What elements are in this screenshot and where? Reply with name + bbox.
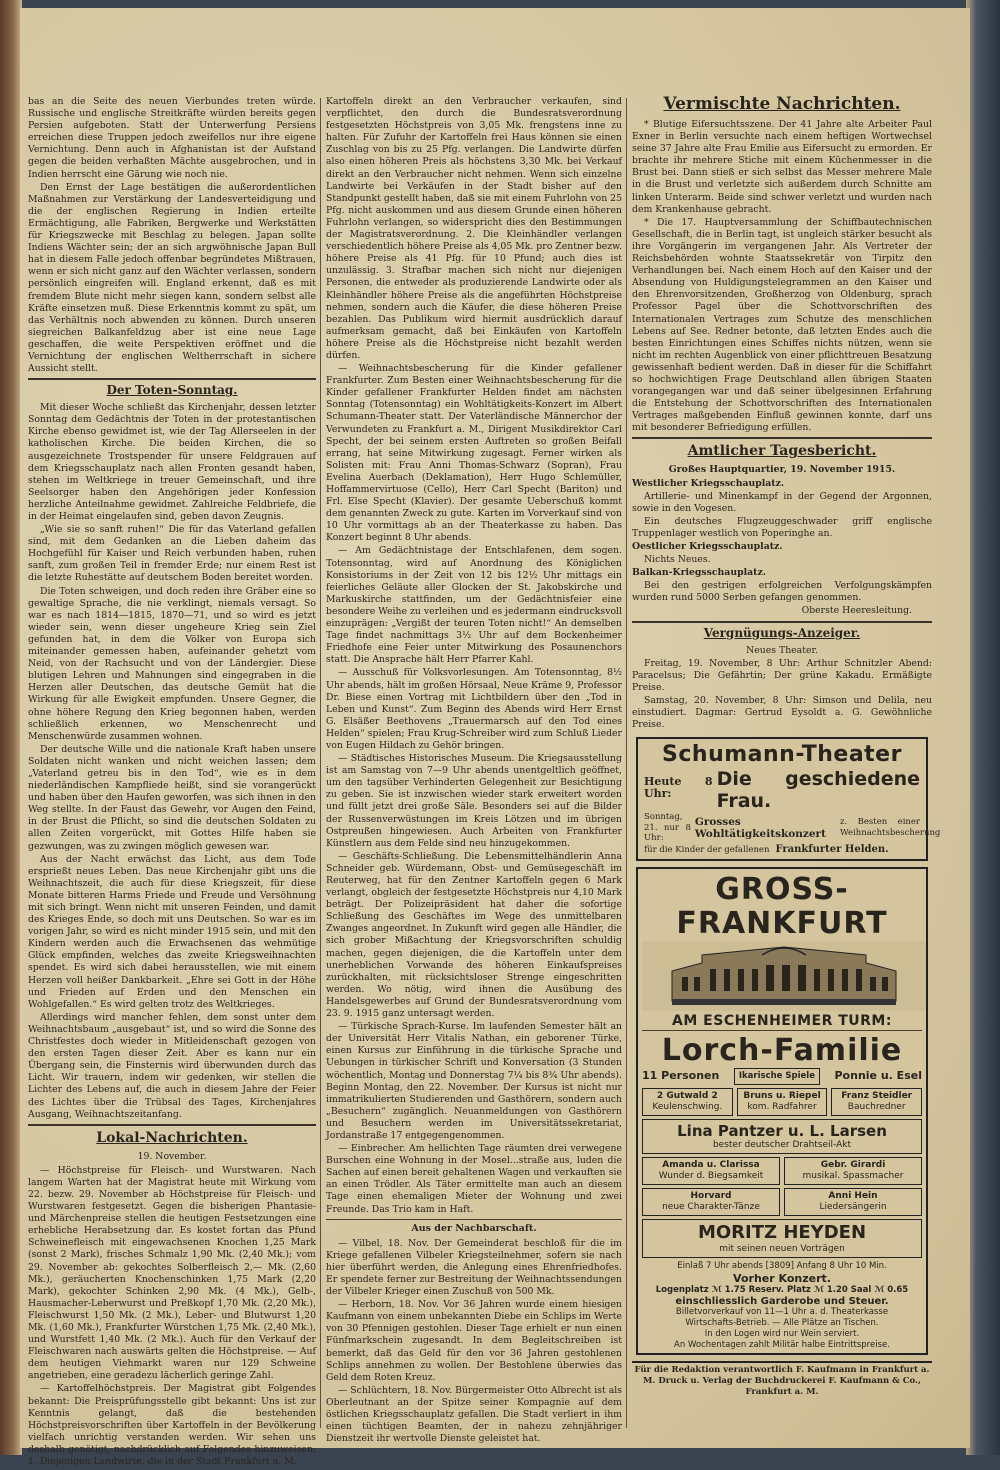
column-3 <box>632 90 941 1470</box>
article-paragraph: — Ausschuß für Volksvorlesungen. Am Totensonntag, 8½ Uhr abends, hält im großen Hörsaal, Neue Kräme 9, Professor Dr. Biese einen Vortrag mit Lichtbildern über den „Tod in Leben und Kunst“. Zum Beginn des Abends wird Herr Ernst G. Elsäßer Beethovens „Trauermarsch auf den Tod eines Helden“ spielen; Frau Krug-Schreiber wird zum Schluß Lieder von Eugen Hildach zu Gehör bringen. <box>326 667 622 751</box>
book-binding-right <box>966 0 1000 1455</box>
article-paragraph: — Am Gedächtnistage der Entschlafenen, dem sogen. Totensonntag, wird auf Anordnung des Königlichen Konsistoriums in der Zeit von 12 bis 12½ Uhr mittags ein feierliches Geläute aller Glocken der St. Jakobskirche und Markuskirche stattfinden, um der Gedächtnisfeier eine besondere Weihe zu verleihen und es jedermann eindrucksvoll einzuprägen: „Vergißt der teuren Toten nicht!“ An demselben Tage findet nachmittags 3½ Uhr auf dem Bockenheimer Friedhofe eine Feier unter Mitwirkung des Posaunenchors statt. Die Ansprache hält Herr Pfarrer Kahl. <box>326 545 622 666</box>
act-name: Franz Steidler <box>841 1091 913 1101</box>
theatre-west: Westlicher Kriegsschauplatz. <box>632 477 785 489</box>
article-paragraph: — Einbrecher. Am hellichten Tage räumten drei verwegene Burschen eine Wohnung in der Mosel...straße aus, luden die Sachen auf einen bereit gehaltenen Wagen und verkauften sie an einen Trödler. Als Täter ermittelte man auch an diesem Tage einen ehemaligen Mieter der Wohnung und zwei Freunde. Das Trio kam in Haft. <box>326 1143 622 1215</box>
divider <box>632 621 932 623</box>
article-paragraph: Aus der Nacht erwächst das Licht, aus dem Tode ersprießt neues Leben. Das neue Kirchenjahr gibt uns die Weihnachtszeit, die auch für diese Kriegszeit, für diese Monate bitteren Harms Friede und Freude und Versöhnung mit sich bringt. Wenn nicht mit unseren Feinden, und damit des Krieges Ende, so doch mit uns Deutschen. So war es im vorigen Jahr, so wird es nicht minder 1915 sein, und mit den Kindern werden auch die Erwachsenen das wehmütige Glück empfinden, welches das zweite Kriegsweihnachten spendet. Es wird sich dabei herausstellen, wie mit einem Herzen voll heißer Dankbarkeit. „Ehre sei Gott in der Höhe und Frieden auf Erden und den Menschen ein Wohlgefallen.“ Es wird gelten trotz des Weltkrieges. <box>28 853 316 1010</box>
act-desc: neue Charakter-Tänze <box>662 1202 760 1212</box>
ad-logen: In den Logen wird nur Wein serviert. <box>704 1329 860 1339</box>
acts-row <box>642 1088 922 1116</box>
article-paragraph: — Geschäfts-Schließung. Die Lebensmittelhändlerin Anna Schneider geb. Würdemann, Obst- und Gemüsegeschäft im Reuterweg, hat für den Zentner Kartoffeln gegen 6 Mark verlangt, obgleich der festgesetzte Höchstpreis nur 4,10 Mark beträgt. Der Polizeipräsident hat daher die sofortige Schließung des Geschäftes im Wege des unmittelbaren Zwanges angeordnet. In Zukunft wird gegen alle Händler, die sich grober Mißachtung der Kriegsvorschriften schuldig machen, gegen diejenigen, die die Kartoffeln unter dem unerheblichen Vorwande des höheren Einkaufspreises zurückhalten, mit rücksichtsloser Strenge eingeschritten werden. Wo nötig, wird ihnen die Ausübung des Handelsgewerbes auf Grund der Bundesratsverordnung vom 23. 9. 1915 ganz untersagt werden. <box>326 850 622 1020</box>
act-name: Gebr. Girardi <box>820 1160 886 1170</box>
article-paragraph: Kartoffeln direkt an den Verbraucher verkaufen, sind verpflichtet, den durch die Bundesratsverordnung festgesetzten Höchstpreis von 3,05 Mk. frengstens inne zu halten. Für Zufuhr der Kartoffeln frei Haus können sie einen Zuschlag von bis zu 25 Pfg. verlangen. Die Landwirte dürfen also einen höheren Preis als höchstens 3,30 Mk. bei Verkauf direkt an den Verbraucher nicht nehmen. Wenn sich einzelne Landwirte bei Verkäufen in der Stadt bisher auf den Standpunkt gestellt haben, daß sie mit einem Fuhrlohn von 25 Pfg. nicht auskommen und aus diesem Grunde einen höheren Fuhrlohn verlangen, so widerspricht dies den Bestimmungen der Magistratsverordnung. 2. Die Kleinhändler verlangen verschiedentlich höhere Preise als 4,05 Mk. pro Zentner bezw. höhere Preise als 41 Pfg. für 10 Pfund; auch dies ist unzulässig. 3. Strafbar machen sich nicht nur diejenigen Personen, die entweder als produzierende Landwirte oder als Kleinhändler höhere Preise als die angeführten Höchstpreise nehmen, sondern auch die Käufer, die diese höheren Preise bezahlen. Das Publikum wird hiermit ausdrücklich darauf aufmerksam gemacht, daß bei Einkäufen von Kartoffeln höhere Preise als die Höchstpreise nicht bezahlt werden dürfen. <box>326 96 622 361</box>
date-line: 19. November. <box>137 1150 207 1162</box>
heading-vermischte: Vermischte Nachrichten. <box>663 94 901 114</box>
divider <box>642 1030 922 1031</box>
column-rule <box>626 98 627 1428</box>
act-name: 2 Gutwald 2 <box>656 1091 718 1101</box>
act-desc: Keulenschwing. <box>652 1102 723 1112</box>
divider <box>28 378 316 380</box>
divider <box>632 437 932 439</box>
heading-vergnuegungs: Vergnügungs-Anzeiger. <box>703 625 861 640</box>
act-desc: Bauchredner <box>847 1102 906 1112</box>
signature: Oberste Heeresleitung. <box>801 605 912 617</box>
act-desc: mit seinen neuen Vorträgen <box>719 1244 845 1254</box>
theatre-east: Oestlicher Kriegsschauplatz. <box>632 541 783 552</box>
ad-concert: Grosses Wohltätigkeitskonzert <box>694 815 826 840</box>
article-paragraph: Bei den gestrigen erfolgreichen Verfolgungskämpfen wurden rund 5000 Serben gefangen genommen. <box>632 580 932 604</box>
article-paragraph: „Wie sie so sanft ruhen!“ Die für das Vaterland gefallen sind, mit dem Gedanken an die Lieben daheim das Hochgefühl für Kaiser und Reich verbunden haben, ruhen sanft, zum großen Teil in fremder Erde; nur einem Rest ist die letzte Ruhestätte auf deutschem Boden bereitet worden. <box>28 524 316 584</box>
act-name: MORITZ HEYDEN <box>697 1222 867 1243</box>
act-desc: musikal. Spassmacher <box>802 1171 904 1181</box>
newspaper-page <box>20 8 970 1468</box>
acts-row <box>642 1188 922 1216</box>
heading-totensonntag: Der Toten-Sonntag. <box>106 383 238 398</box>
theatre-name: Neues Theater. <box>746 644 818 656</box>
act-persons: 11 Personen <box>642 1069 720 1083</box>
act-name: Lina Pantzer u. L. Larsen <box>677 1122 887 1140</box>
article-paragraph: * Die 17. Hauptversammlung der Schiffbautechnischen Gesellschaft, die in Berlin tagt, ist ungleich stärker besucht als ihre Vorgängerin im vergangenen Jahr. Als Vertreter der Reichsbehörden wohnte Staatssekretär von Tirpitz den Verhandlungen bei. Nach einem Hoch auf den Kaiser und der Absendung von Huldigungstelegrammen an den Kaiser und den Ehrenvorsitzenden, Großherzog von Oldenburg, sprach Professor Pagel über die Schottvorschriften des Internationalen Vertrages zum Schutze des menschlichen Lebens auf See. Redner betonte, daß letzten Endes auch die besten Einrichtungen eines Schiffes nichts nützen, wenn sie nicht im rechten Augenblick von einer pflichttreuen Besatzung gewissenhaft bedient werden. Daß in dieser für die Schiffahrt so hochwichtigen Frage Deutschland allen übrigen Staaten vorangegangen war und daß seiner übelgesinnen Erfahrung die Entstehung der Schottvorschriften des Internationalen Vertrages maßgebenden Einfluß gewinnen konnte, darf uns mit besonderer Befriedigung erfüllen. <box>632 216 932 434</box>
article-paragraph: — Vilbel, 18. Nov. Der Gemeinderat beschloß für die im Kriege gefallenen Vilbeler Kriegsteilnehmer, sofern sie nach hier überführt werden, die Anlegung eines Ehrenfriedhofes. Er spendete ferner zur Bestreitung der Weihnachtssendungen der Vilbeler Krieger einen Zuschuß von 500 Mk. <box>326 1237 622 1298</box>
ad-subtitle: AM ESCHENHEIMER TURM: <box>672 1012 892 1029</box>
ad-prices: Logenplatz ℳ 1.75 Reserv. Platz ℳ 1.20 Saal ℳ 0.65 <box>655 1285 909 1295</box>
article-paragraph: Nichts Neues. <box>644 554 711 566</box>
book-binding-left <box>0 0 22 1455</box>
article-paragraph: — Herborn, 18. Nov. Vor 36 Jahren wurde einem hiesigen Kaufmann von einem unbekannten Diebe ein Schlips im Werte von 30 Pfennigen gestohlen. Dieser Tage erhielt er nun einen Fünfmarkschein zugesandt. In dem Begleitschreiben ist bemerkt, daß das Geld für den vor 36 Jahren gestohlenen Schlips annehmen zu wollen. Der Bestohlene überwies das Geld dem Roten Kreuz. <box>326 1299 622 1383</box>
ad-presale: Billetvorverkauf von 11—1 Uhr a. d. Theaterkasse <box>675 1307 889 1317</box>
ad-restaurant: Wirtschafts-Betrieb. — Alle Plätze an Tischen. <box>685 1318 879 1328</box>
imprint: Für die Redaktion verantwortlich F. Kaufmann in Frankfurt a. M. Druck u. Verlag der Buchdruckerei F. Kaufmann & Co., Frankfurt a. M. <box>632 1361 932 1398</box>
theatre-balkan: Balkan-Kriegsschauplatz. <box>632 567 766 579</box>
article-paragraph: — Höchstpreise für Fleisch- und Wurstwaren. Nach langem Warten hat der Magistrat heute mit Wirkung vom 22. bezw. 29. November ab Höchstpreise für Fleisch- und Wurstwaren festgesetzt. Gegen die bisherigen Phantasie- und Märchenpreise stellen die heutigen Festsetzungen eine erhebliche Herabsetzung dar. Es kostet fortan das Pfund Schweinefleisch mit eingewachsenen Knochen 1,25 Mark (sonst 2 Mark), frisches Schmalz 1,90 Mk. (2,40 Mk.); vom 29. November ab: gekochtes Solberfleisch 2,— Mk. (2,60 Mk.), geräucherten Knochenschinken 1,75 Mark (2,20 Mark), gekochter Schinken 2,90 Mk. (4 Mk.), Gelb-, Hausmacher-Leberwurst und Preßkopf 1,70 Mk. (2,20 Mk.), Fleischwurst 1,50 Mk. (2 Mk.), Leber- und Blutwurst 1,20 Mk. (1,60 Mk.), Frankfurter Würstchen 1,75 Mk. (2,40 Mk.), und Wurstfett 1,40 Mk. (2 Mk.). Auch für den Verkauf der Fleischwaren nach auswärts gelten die Höchstpreise. — Auf dem heutigen Viehmarkt waren nur 129 Schweine angetrieben, eine geradezu lächerlich geringe Zahl. <box>28 1164 316 1382</box>
act-desc: kom. Radfahrer <box>747 1102 817 1112</box>
article-paragraph: Ein deutsches Flugzeuggeschwader griff englische Truppenlager westlich von Poperinghe an. <box>632 515 932 539</box>
theater-building-illustration <box>642 941 926 1011</box>
article-paragraph: — Städtisches Historisches Museum. Die Kriegsausstellung ist am Samstag von 7—9 Uhr abends unentgeltlich geöffnet, um den tagsüber Verhinderten Gelegenheit zur Besichtigung zu geben. Sie ist inzwischen wieder stark erweitert worden und füllt jetzt drei große Säle. Besonders sei auf die Bilder der Russenverwüstungen im Kreis Lötzen und im übrigen Ostpreußen hingewiesen. Auch Arbeiten von Frankfurter Künstlern aus dem Felde sind neu hinzugekommen. <box>326 753 622 849</box>
article-paragraph: Die Toten schweigen, und doch reden ihre Gräber eine so gewaltige Sprache, die nie verklingt, niemals versagt. So war es nach 1814—1815, 1870—71, und so wird es jetzt wieder sein, wenn dieser ungeheure Krieg sein Ziel gefunden hat, in dem die Völker von Europa sich miteinander gemessen haben, aufeinander gehetzt vom Neid, von der Rachsucht und von der Ländergier. Diese blutigen Lehren und Mahnungen sind eingegraben in die Herzen aller Deutschen, das deutsche Gemüt hat die Wirkung für alle Ewigkeit empfunden. Unsere Gegner, die ohne höhere Regung den Krieg begonnen haben, werden schließlich erkennen, wo Menschenrecht und Menschenwürde zusammen wohnen. <box>28 585 316 742</box>
article-paragraph: * Blutige Eifersuchtsszene. Der 41 Jahre alte Arbeiter Paul Exner in Berlin versuchte nach einem heftigen Wortwechsel seine 37 Jahre alte Frau Emilie aus Eifersucht zu ermorden. Er brachte ihr mehrere Stiche mit einem Küchenmesser in die Brust bei. Dann stieß er sich selbst das Messer mehrere Male in die Brust und verletzte sich außerdem durch Schnitte am linken Unterarm. Beide sind schwer verletzt und wurden nach dem Krankenhause gebracht. <box>632 119 932 215</box>
article-paragraph: Der deutsche Wille und die nationale Kraft haben unsere Soldaten nicht wanken und nicht weichen lassen; dem „Vaterland getreu bis in den Tod“, wie es in dem niederländischen Kampfliede heißt, sind sie vorangerückt und haben über den Haufen geworfen, was sich ihnen in den Weg stellte. In der Faust das Gewehr, vor Augen den Feind, in der Brust die Pflicht, so sind die deutschen Soldaten zu allen Zeiten vorgerückt, mit Gottes Hilfe haben sie gezwungen, was zu zwingen möglich gewesen war. <box>28 743 316 852</box>
article-paragraph: Samstag, 20. November, 8 Uhr: Simson und Delila, neu einstudiert. Dagmar: Gertrud Eysoldt a. G. Gewöhnliche Preise. <box>632 694 932 731</box>
divider <box>326 1219 622 1220</box>
article-paragraph: Den Ernst der Lage bestätigen die außerordentlichen Maßnahmen zur Verstärkung der Landesverteidigung und die der englischen Regierung in Indien erteilte Ermächtigung, alle Fabriken, Bergwerke und Werkstätten für Kriegszwecke mit Beschlag zu belegen. Japan sollte Indiens Wächter sein; der an sich argwöhnische Japan Bull hat in diesem Falle jedoch offenbar begründetes Mißtrauen, wenn er sich nicht ganz auf den Wächter verlassen, sondern persönlich eingreifen will. England erkennt, daß es mit fremdem Blute nicht mehr siegen kann, sondern selbst alle Kräfte einsetzen muß. Diese Erkenntnis kommt zu spät, um das Verhältnis noch abwenden zu können. Durch unseren siegreichen Balkanfeldzug aber ist eine neue Lage geschaffen, die weite Perspektiven eröffnet und die Vernichtung der englischen Weltherrschaft in sichere Aussicht stellt. <box>28 181 316 375</box>
act-name: Bruns u. Riepel <box>743 1091 821 1101</box>
ad-title: GROSS-FRANKFURT <box>676 871 888 941</box>
act-headliner: Lorch-Familie <box>661 1033 903 1068</box>
act-desc: Wunder d. Biegsamkeit <box>658 1171 764 1181</box>
article-paragraph: — Weihnachtsbescherung für die Kinder gefallener Frankfurter. Zum Besten einer Weihnachtsbescherung für die Kinder gefallener Frankfurter Helden findet am nächsten Sonntag (Totensonntag) ein Wohltätigkeits-Konzert im Albert Schumann-Theater statt. Der Vaterländische Männerchor der Verwundeten zu Frankfurt a. M., Dirigent Musikdirektor Carl Specht, der bei seinem ersten Auftreten so großen Beifall errang, hat seine Mitwirkung zugesagt. Ferner wirken als Solisten mit: Frau Anni Thomas-Schwarz (Sopran), Frau Evelina Auerbach (Deklamation), Herr Hugo Schlemüller, Hoffammervirtuose (Cello), Herr Carl Specht (Bariton) und Frl. Else Specht (Klavier). Der gesamte Ueberschuß kommt dem genannten Zweck zu gute. Karten im Vorverkauf sind von 10 Uhr vormittags ab an der Theaterkasse zu haben. Das Konzert beginnt 8 Uhr abends. <box>326 363 622 544</box>
column-rule <box>320 98 321 1428</box>
heading-lokal-nachrichten: Lokal-Nachrichten. <box>96 1129 248 1146</box>
act-name: Anni Hein <box>828 1191 878 1201</box>
act-name: Horvard <box>690 1191 732 1201</box>
column-1 <box>28 96 316 1468</box>
ad-play: Die geschiedene Frau. <box>716 768 920 813</box>
ad-incl: einschliesslich Garderobe und Steuer. <box>675 1296 889 1307</box>
column-2 <box>326 96 622 1445</box>
act-games: Ikarische Spiele <box>734 1068 820 1085</box>
article-paragraph: Mit dieser Woche schließt das Kirchenjahr, dessen letzter Sonntag dem Gedächtnis der Toten in der protestantischen Kirche ebenso gewidmet ist, wie der Tag Allerseelen in der katholischen Kirche. Die beiden Kirchen, die so ausgezeichnete Trostspender für unsere Feldgrauen auf dem Kriegsschauplatz nach allen Fronten gesandt haben, stehen im Weltkriege in treuer Gemeinschaft, und ihre Seelsorger haben den Angehörigen jeder Konfession herzliche Anteilnahme gewidmet. Zahlreiche Feldbriefe, die in der Heimat eingelaufen sind, geben davon Zeugnis. <box>28 402 316 522</box>
ad-date: Sonntag, 21. nur 8 Uhr: <box>644 812 691 844</box>
heading-nachbarschaft: Aus der Nachbarschaft. <box>411 1222 537 1234</box>
ad-time: Heute 8 Uhr: <box>644 775 713 801</box>
article-paragraph: bas an die Seite des neuen Vierbundes treten würde. Russische und englische Streitkräfte würden bereits gegen Persien aufgeboten. Statt der Unterwerfung Persiens erreichen diese Truppen jedoch zweifellos nur ihre eigene Vernichtung. Denn auch in Afghanistan ist der Aufstand gegen die beiden verhaßten Mächte ausgebrochen, und in Indien herrscht eine Gärung wie noch nie. <box>28 96 316 180</box>
ad-title: Schumann-Theater <box>662 742 902 768</box>
ad-concert: Vorher Konzert. <box>733 1272 831 1285</box>
divider <box>28 1124 316 1126</box>
article-paragraph: Allerdings wird mancher fehlen, dem sonst unter dem Weihnachtsbaum „ausgebaut“ ist, und so wird die Sonne des Christfestes doch wieder in Mitleidenschaft gezogen von den ersten Tagen dieser Zeit. Aber es kann nur ein Übergang sein, die Finsternis wird überwunden durch das Licht. Wir trauern, indem wir gedenken, wir stellen die Lichter des Lebens auf, die auch in diesem Jahre der Feier des Lichtes über die Trübsal des Tages, Kirchenjahres Ausgang, Weihnachtszeitanfang. <box>28 1011 316 1120</box>
act-desc: bester deutscher Drahtseil-Akt <box>712 1140 852 1150</box>
article-paragraph: — Türkische Sprach-Kurse. Im laufenden Semester hält an der Universität Herr Vitalis Nathan, ein geborener Türke, einen Kursus zur Einführung in die türkische Sprache und Uebungen in türkischer Schrift und Konversation (3 Stunden wöchentlich, Montag und Donnerstag 7¼ bis 8¾ Uhr abends). Beginn Montag, den 22. November. Der Kursus ist nicht nur immatrikulierten Studierenden und Gasthörern, sondern auch „Besuchern“ zugänglich. Neuanmeldungen von Gasthörern und Besuchern werden im Universitätssekretariat, Jordanstraße 17 entgegengenommen. <box>326 1021 622 1141</box>
heading-tagesbericht: Amtlicher Tagesbericht. <box>687 443 877 460</box>
act-ponies: Ponnie u. Esel <box>834 1069 922 1083</box>
ad-times: Einlaß 7 Uhr abends [3809] Anfang 8 Uhr 10 Min. <box>677 1261 887 1271</box>
ad-military: An Wochentagen zahlt Militär halbe Eintrittspreise. <box>674 1340 890 1350</box>
act-desc: Liedersängerin <box>819 1202 887 1212</box>
ad-for: für die Kinder der gefallenen <box>644 844 770 855</box>
ad-gross-frankfurt <box>636 867 928 1355</box>
act-name: Amanda u. Clarissa <box>662 1160 760 1170</box>
ad-heroes: Frankfurter Helden. <box>775 843 889 855</box>
hq-line: Großes Hauptquartier, 19. November 1915. <box>668 464 896 476</box>
article-paragraph: Artillerie- und Minenkampf in der Gegend der Argonnen, sowie in den Vogesen. <box>632 490 932 514</box>
acts-row <box>642 1157 922 1185</box>
article-paragraph: Freitag, 19. November, 8 Uhr: Arthur Schnitzler Abend: Paracelsus; Die Gefährtin; Der grüne Kakadu. Ermäßigte Preise. <box>632 657 932 693</box>
ad-schumann-theater <box>636 737 941 861</box>
article-paragraph: — Schlüchtern, 18. Nov. Bürgermeister Otto Albrecht ist als Oberleutnant an der Spitze seiner Kompagnie auf dem östlichen Kriegsschauplatz gefallen. Die Stadt verliert in ihm einen tüchtigen Beamten, der in nahezu zehnjähriger Dienstzeit ihr wertvolle Dienste geleistet hat. <box>326 1384 622 1445</box>
ad-benefit: z. Besten einer Weihnachtsbescherung <box>840 817 941 838</box>
article-paragraph: — Kartoffelhöchstpreis. Der Magistrat gibt Folgendes bekannt: Die Preisprüfungsstelle gibt bekannt: Uns ist zur Kenntnis gelangt, daß die bestehenden Höchstpreisvorschriften über Kartoffeln in der Bevölkerung vielfach unrichtig verstanden werden. Wir sehen uns deshalb genötigt, nachdrücklich auf Folgendes hinzuweisen: 1. Diejenigen Landwirte, die in der Stadt Frankfurt a. M. <box>28 1383 316 1468</box>
